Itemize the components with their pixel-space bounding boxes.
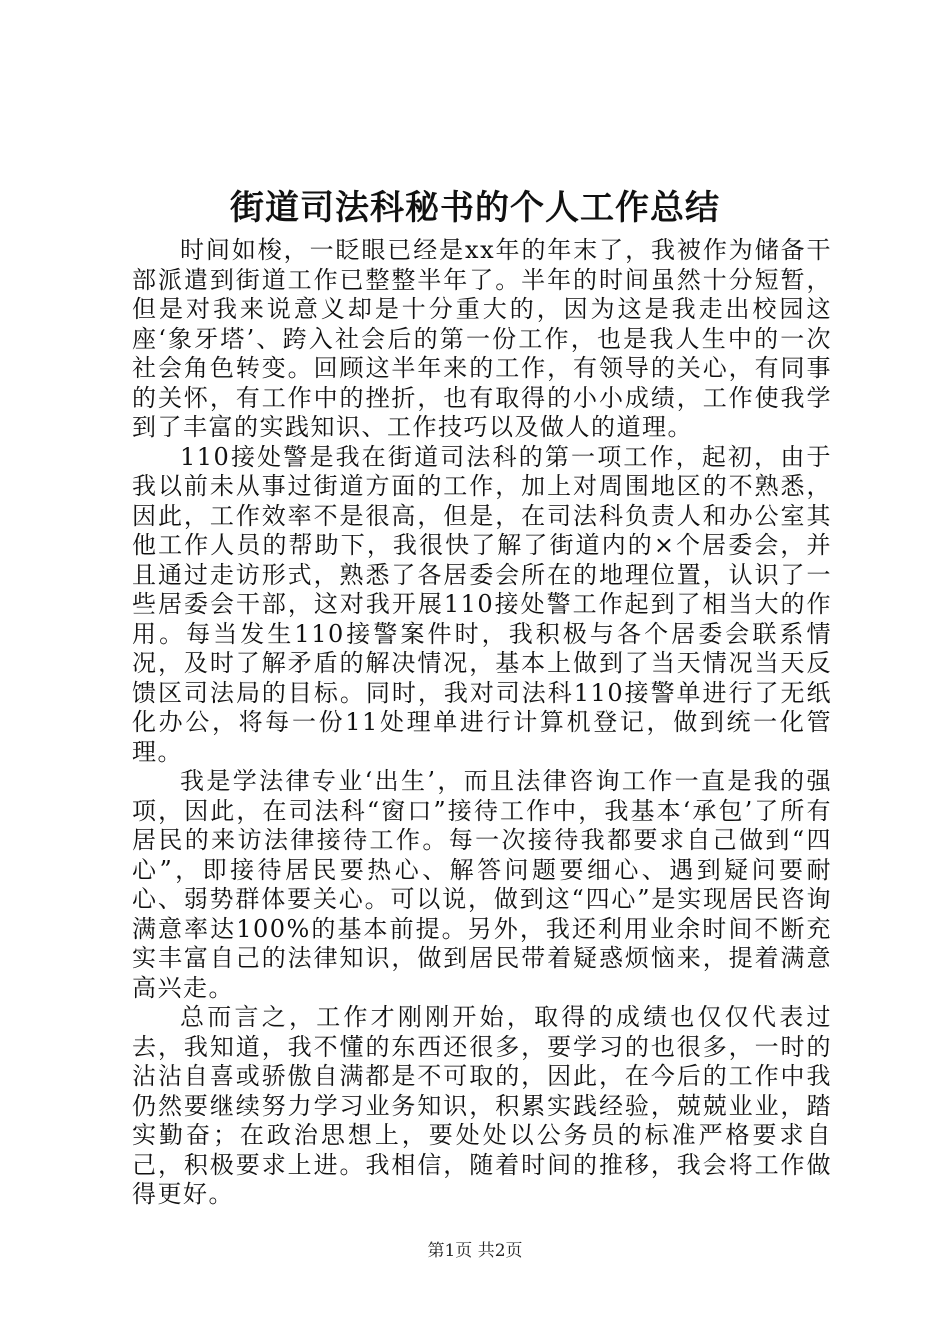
paragraph-1: 时间如梭，一眨眼已经是xx年的年末了，我被作为储备干部派遣到街道工作已整整半年了。半年的时间虽然十分短暂，但是对我来说意义却是十分重大的，因为这是我走出校园这座‘象牙塔’、跨入社会后的第一份工作，也是我人生中的一次社会角色转变。回顾这半年来的工作，有领导的关心，有同事的关怀，有工作中的挫折，也有取得的小小成绩，工作使我学到了丰富的实践知识、工作技巧以及做人的道理。	[132, 236, 832, 441]
paragraph-2: 110接处警是我在街道司法科的第一项工作，起初，由于我以前未从事过街道方面的工作，加上对周围地区的不熟悉，因此，工作效率不是很高，但是，在司法科负责人和办公室其他工作人员的帮助下，我很快了解了街道内的×个居委会，并且通过走访形式，熟悉了各居委会所在的地理位置，认识了一些居委会干部，这对我开展110接处警工作起到了相当大的作用。每当发生110接警案件时，我积极与各个居委会联系情况，及时了解矛盾的解决情况，基本上做到了当天情况当天反馈区司法局的目标。同时，我对司法科110接警单进行了无纸化办公，将每一份11处理单进行计算机登记，做到统一化管理。	[132, 442, 832, 766]
document-title: 街道司法科秘书的个人工作总结	[230, 188, 720, 228]
document-body	[132, 236, 832, 1210]
page-number-footer: 第1页 共2页	[427, 1241, 523, 1261]
paragraph-4: 总而言之，工作才刚刚开始，取得的成绩也仅仅代表过去，我知道，我不懂的东西还很多，要学习的也很多，一时的沾沾自喜或骄傲自满都是不可取的，因此，在今后的工作中我仍然要继续努力学习业务知识，积累实践经验，兢兢业业，踏实勤奋；在政治思想上，要处处以公务员的标准严格要求自己，积极要求上进。我相信，随着时间的推移，我会将工作做得更好。	[132, 1003, 832, 1208]
paragraph-3: 我是学法律专业‘出生’，而且法律咨询工作一直是我的强项，因此，在司法科“窗口”接待工作中，我基本‘承包’了所有居民的来访法律接待工作。每一次接待我都要求自己做到“四心”，即接待居民要热心、解答问题要细心、遇到疑问要耐心、弱势群体要关心。可以说，做到这“四心”是实现居民咨询满意率达100%的基本前提。另外，我还利用业余时间不断充实丰富自己的法律知识，做到居民带着疑惑烦恼来，提着满意高兴走。	[132, 767, 832, 1002]
